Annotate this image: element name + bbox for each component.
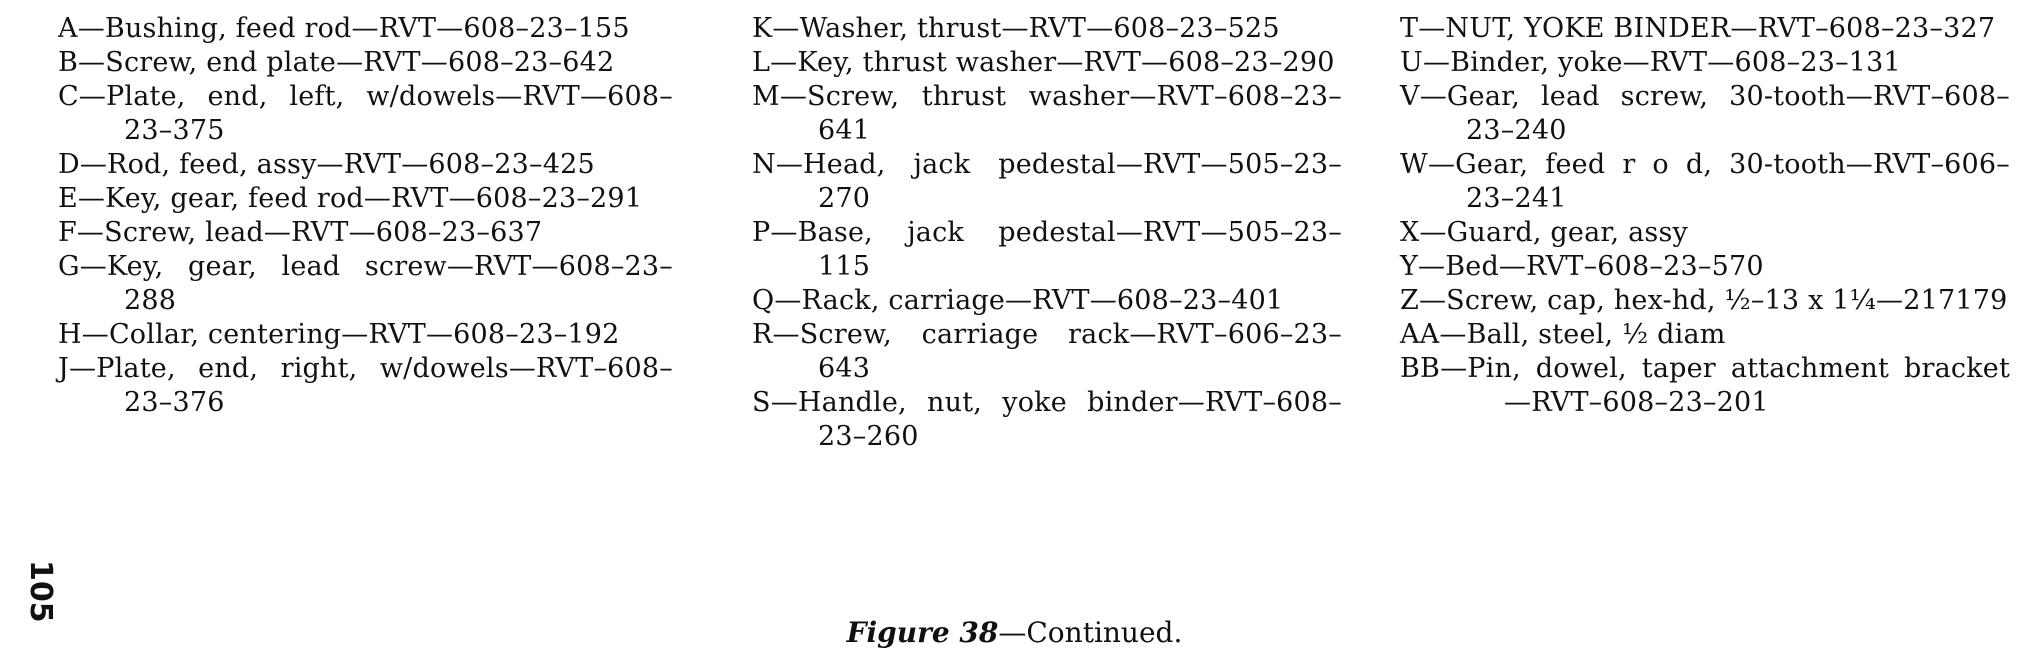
part-entry-q: Q—Rack, carriage—RVT—608–23–401 [752,285,1284,316]
part-entry-e: E—Key, gear, feed rod—RVT—608–23–291 [58,183,643,214]
part-entry-k: K—Washer, thrust—RVT—608–23–525 [752,13,1280,44]
part-entry-f: F—Screw, lead—RVT—608–23–637 [58,217,543,248]
part-entry-y: Y—Bed—RVT–608–23–570 [1400,251,1764,282]
part-entry-r: R—Screw, carriage rack—RVT–606–23–643 [752,319,1342,384]
parts-column-2 [752,12,1342,454]
page-number: 105 [23,560,58,623]
part-entry-l: L—Key, thrust washer—RVT—608–23–290 [752,47,1335,78]
part-entry-u: U—Binder, yoke—RVT—608–23–131 [1400,47,1901,78]
part-entry-d: D—Rod, feed, assy—RVT—608–23–425 [58,149,595,180]
part-entry-c: C—Plate, end, left, w/dowels—RVT—608–23–375 [58,81,673,146]
part-entry-b: B—Screw, end plate—RVT—608–23–642 [58,47,615,78]
part-entry-p: P—Base, jack pedestal—RVT—505–23–115 [752,217,1342,282]
part-entry-bb: BB—Pin, dowel, taper attachment bracket—RVT–608–23–201 [1400,353,2010,418]
caption-suffix: —Continued. [998,616,1183,649]
part-entry-s: S—Handle, nut, yoke binder—RVT–608–23–260 [752,387,1342,452]
part-entry-x: X—Guard, gear, assy [1400,217,1688,248]
part-entry-z: Z—Screw, cap, hex-hd, ½–13 x 1¼—217179 [1400,285,2008,316]
figure-label: Figure 38 [846,616,999,649]
parts-column-3 [1400,12,2010,420]
part-entry-a: A—Bushing, feed rod—RVT—608–23–155 [58,13,630,44]
parts-column-1 [58,12,673,420]
part-entry-n: N—Head, jack pedestal—RVT—505–23–270 [752,149,1342,214]
figure-caption [0,616,2029,650]
part-entry-w: W—Gear, feed r o d, 30-tooth—RVT–606–23–241 [1400,149,2010,214]
part-entry-j: J—Plate, end, right, w/dowels—RVT–608–23–376 [58,353,673,418]
part-entry-v: V—Gear, lead screw, 30-tooth—RVT–608–23–240 [1400,81,2010,146]
part-entry-aa: AA—Ball, steel, ½ diam [1400,319,1726,350]
part-entry-g: G—Key, gear, lead screw—RVT—608–23–288 [58,251,673,316]
part-entry-m: M—Screw, thrust washer—RVT–608–23–641 [752,81,1342,146]
part-entry-h: H—Collar, centering—RVT—608–23–192 [58,319,620,350]
part-entry-t: T—NUT, YOKE BINDER—RVT–608–23–327 [1400,13,1996,44]
